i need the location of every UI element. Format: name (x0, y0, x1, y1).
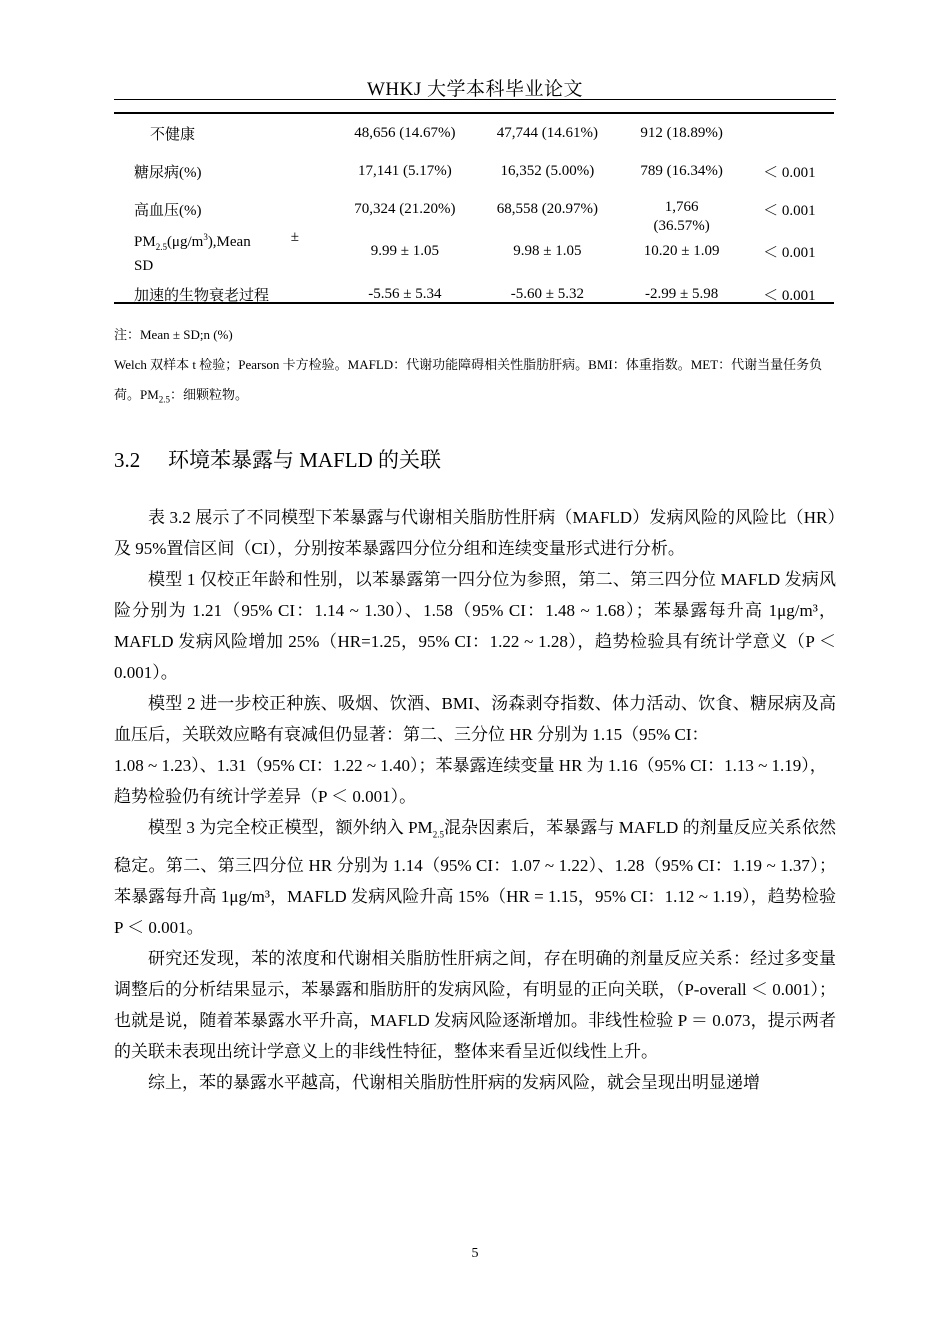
cell-group2: -2.99 ± 5.98 (645, 285, 719, 302)
cell-text-wrapped: 1,766 (36.57%) (653, 199, 710, 234)
paragraph: 研究还发现，苯的浓度和代谢相关脂肪性肝病之间，存在明确的剂量反应关系：经过多变量调整后的分析结果显示，苯暴露和脂肪肝的发病风险，有明显的正向关联，（P-overall ＜ 0.001）；也就是说，随着苯暴露水平升高，MAFLD 发病风险逐渐增加。非线性检验 P ＝ 0.073，提示两者的关联未表现出统计学意义上的非线性特征，整体来看呈近似线性上升。 (114, 949, 836, 1062)
cell-group1: -5.60 ± 5.32 (510, 285, 584, 302)
cell-group1: 9.98 ± 1.05 (513, 243, 582, 259)
table-bottom-rule (114, 302, 834, 304)
cell-group2: 912 (18.89%) (640, 124, 723, 141)
table-row (114, 228, 834, 275)
row-label: 不健康 (150, 126, 196, 143)
cell-total: 17,141 (5.17%) (358, 162, 452, 179)
pm-label-line (134, 228, 299, 257)
paragraph: 综上，苯的暴露水平越高，代谢相关脂肪性肝病的发病风险，就会呈现出明显递增 (148, 1073, 760, 1093)
note-line: Welch 双样本 t 检验；Pearson 卡方检验。MAFLD：代谢功能障碍相关性脂肪肝病。BMI：体重指数。MET：代谢当量任务负荷。$PM_{2.5}$：细颗粒物。 (114, 357, 823, 405)
cell-p-value: ＜ 0.001 (763, 245, 816, 261)
cell-group1: 68,558 (20.97%) (496, 200, 598, 217)
row-label: 高血压(%) (134, 202, 202, 219)
cell-group1: 47,744 (14.61%) (496, 124, 598, 141)
section-number: 3.2 (114, 448, 141, 472)
section-heading (114, 444, 441, 474)
section-title: 环境苯暴露与 MAFLD 的关联 (168, 448, 442, 472)
table-row (114, 152, 834, 190)
cell-total: 70,324 (21.20%) (354, 200, 456, 217)
cell-group2: 10.20 ± 1.09 (643, 243, 720, 259)
paragraph: 模型 2 进一步校正种族、吸烟、饮酒、BMI、汤森剥夺指数、体力活动、饮食、糖尿病及高血压后，关联效应略有衰减但仍显著：第二、三分位 HR 分别为 1.15（95% CI： (114, 694, 836, 744)
running-header: WHKJ 大学本科毕业论文 (366, 79, 584, 100)
note-line: 注：Mean ± SD;n (%) (114, 327, 233, 342)
sd-text: SD (134, 258, 154, 274)
cell-p-value (745, 114, 834, 152)
paragraph-continuation: 趋势检验仍有统计学差异（P ＜ 0.001）。 (114, 787, 417, 806)
paragraph-continuation: 1.08 ~ 1.23）、1.31（95% CI：1.22 ~ 1.40）；苯暴露连续变量 HR 为 1.16（95% CI：1.13 ~ 1.19）， (114, 756, 827, 775)
cell-p-value: ＜ 0.001 (763, 202, 816, 219)
baseline-table (114, 114, 834, 313)
table-row (114, 114, 834, 152)
row-label: 糖尿病(%) (134, 164, 202, 181)
cell-group1: 16,352 (5.00%) (500, 162, 595, 179)
table-row (114, 190, 834, 228)
row-label: 加速的生物衰老过程 (134, 285, 270, 304)
cell-total: 9.99 ± 1.05 (370, 243, 440, 259)
page-number: 5 (471, 1246, 479, 1261)
header-rule (114, 99, 836, 100)
cell-group2: 789 (16.34%) (640, 162, 723, 179)
paragraph: 模型 1 仅校正年龄和性别，以苯暴露第一四分位为参照，第二、第三四分位 MAFLD 发病风险分别为 1.21（95% CI：1.14 ~ 1.30）、1.58（95% CI：1.48 ~ 1.68）；苯暴露每升高 1μg/m³，MAFLD 发病风险增加 25%（HR=1.25，95% CI：1.22 ~ 1.28），趋势检验具有统计学意义（P ＜ 0.001）。 (114, 570, 836, 682)
cell-total: 48,656 (14.67%) (354, 124, 456, 141)
pm-label-clip (134, 228, 299, 274)
cell-group2 (619, 190, 745, 234)
paragraph: 表 3.2 展示了不同模型下苯暴露与代谢相关脂肪性肝病（MAFLD）发病风险的风险比（HR）及 95%置信区间（CI），分别按苯暴露四分位分组和连续变量形式进行分析。 (114, 508, 836, 558)
table-row (114, 275, 834, 313)
pm-label-text: $PM_{2.5}(\mu g/m^3),Mean$ (134, 232, 251, 252)
cell-total: -5.56 ± 5.34 (368, 285, 442, 302)
table-notes (114, 320, 836, 415)
body-text (114, 502, 836, 1098)
row-label (114, 228, 334, 275)
cell-p-value: ＜ 0.001 (763, 164, 816, 181)
cell-p-value: ＜ 0.001 (763, 287, 816, 304)
plus-minus-sign: ± (290, 229, 299, 245)
paragraph: 模型 3 为完全校正模型，额外纳入 $PM_{2.5}$混杂因素后，苯暴露与 MAFLD 的剂量反应关系依然稳定。第二、第三四分位 HR 分别为 1.14（95% CI：1.07 ~ 1.22）、1.28（95% CI：1.19 ~ 1.37）；苯暴露每升高 1μg/m³，MAFLD 发病风险升高 15%（HR = 1.15，95% CI：1.12 ~ 1.19），趋势检验 P ＜ 0.001。 (114, 818, 836, 938)
